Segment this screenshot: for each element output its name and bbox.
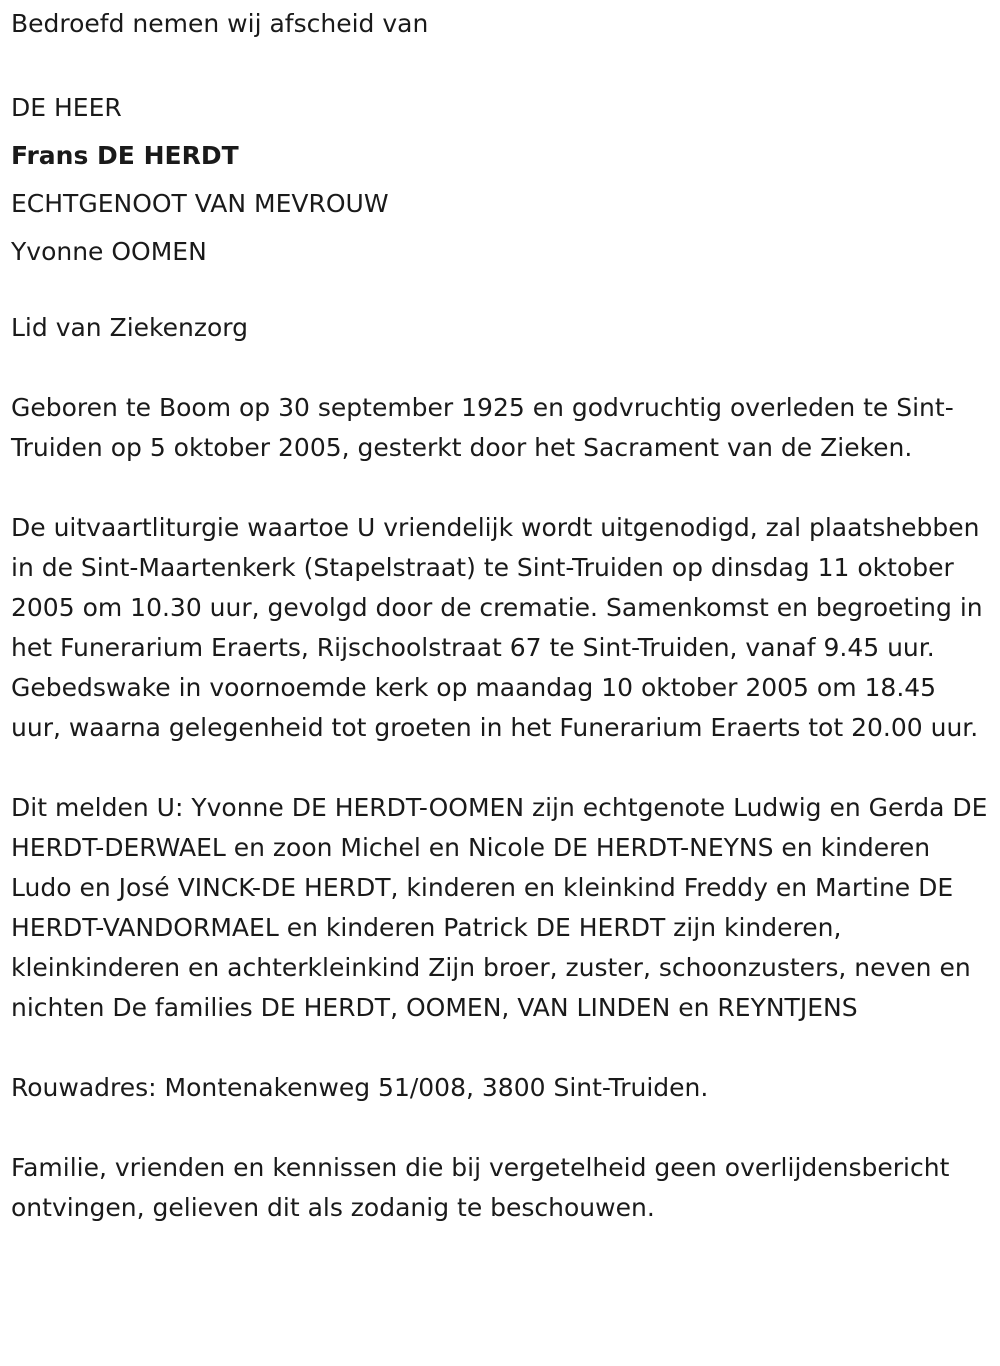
address-paragraph: Rouwadres: Montenakenweg 51/008, 3800 Sint-Truiden.	[11, 1073, 709, 1102]
family-paragraph: Dit melden U: Yvonne DE HERDT-OOMEN zijn echtgenote Ludwig en Gerda DE HERDT-DERWAEL en zoon Michel en Nicole DE HERDT-NEYNS en kinderen Ludo en José VINCK-DE HERDT, kinderen en kleinkind Freddy en Martine DE HERDT-VANDORMAEL en kinderen Patrick DE HERDT zijn kinderen, kleinkinderen en achterkleinkind Zijn broer, zuster, schoonzusters, neven en nichten De families DE HERDT, OOMEN, VAN LINDEN en REYNTJENS	[11, 793, 988, 1022]
spacer	[11, 468, 990, 508]
funeral-paragraph: De uitvaartliturgie waartoe U vriendelijk wordt uitgenodigd, zal plaatshebben in de Sint-Maartenkerk (Stapelstraat) te Sint-Truiden op dinsdag 11 oktober 2005 om 10.30 uur, gevolgd door de crematie. Samenkomst en begroeting in het Funerarium Eraerts, Rijschoolstraat 67 te Sint-Truiden, vanaf 9.45 uur. Gebedswake in voornoemde kerk op maandag 10 oktober 2005 om 18.45 uur, waarna gelegenheid tot groeten in het Funerarium Eraerts tot 20.00 uur.	[11, 513, 983, 742]
spacer	[11, 276, 990, 308]
intro-text: Bedroefd nemen wij afscheid van	[11, 9, 429, 38]
closing-paragraph: Familie, vrienden en kennissen die bij vergetelheid geen overlijdensbericht ontvingen, gelieven dit als zodanig te beschouwen.	[11, 1153, 950, 1222]
deceased-name: Frans DE HERDT	[11, 141, 239, 170]
spacer	[11, 348, 990, 388]
birth-death-paragraph: Geboren te Boom op 30 september 1925 en godvruchtig overleden te Sint-Truiden op 5 oktober 2005, gesterkt door het Sacrament van de Zieken.	[11, 393, 954, 462]
title-line: DE HEER	[11, 93, 122, 122]
spouse-line: ECHTGENOOT VAN MEVROUW	[11, 189, 389, 218]
spacer	[11, 1108, 990, 1148]
membership-text: Lid van Ziekenzorg	[11, 313, 248, 342]
spacer	[11, 44, 990, 84]
spacer	[11, 1028, 990, 1068]
spouse-name: Yvonne OOMEN	[11, 237, 207, 266]
spacer	[11, 748, 990, 788]
